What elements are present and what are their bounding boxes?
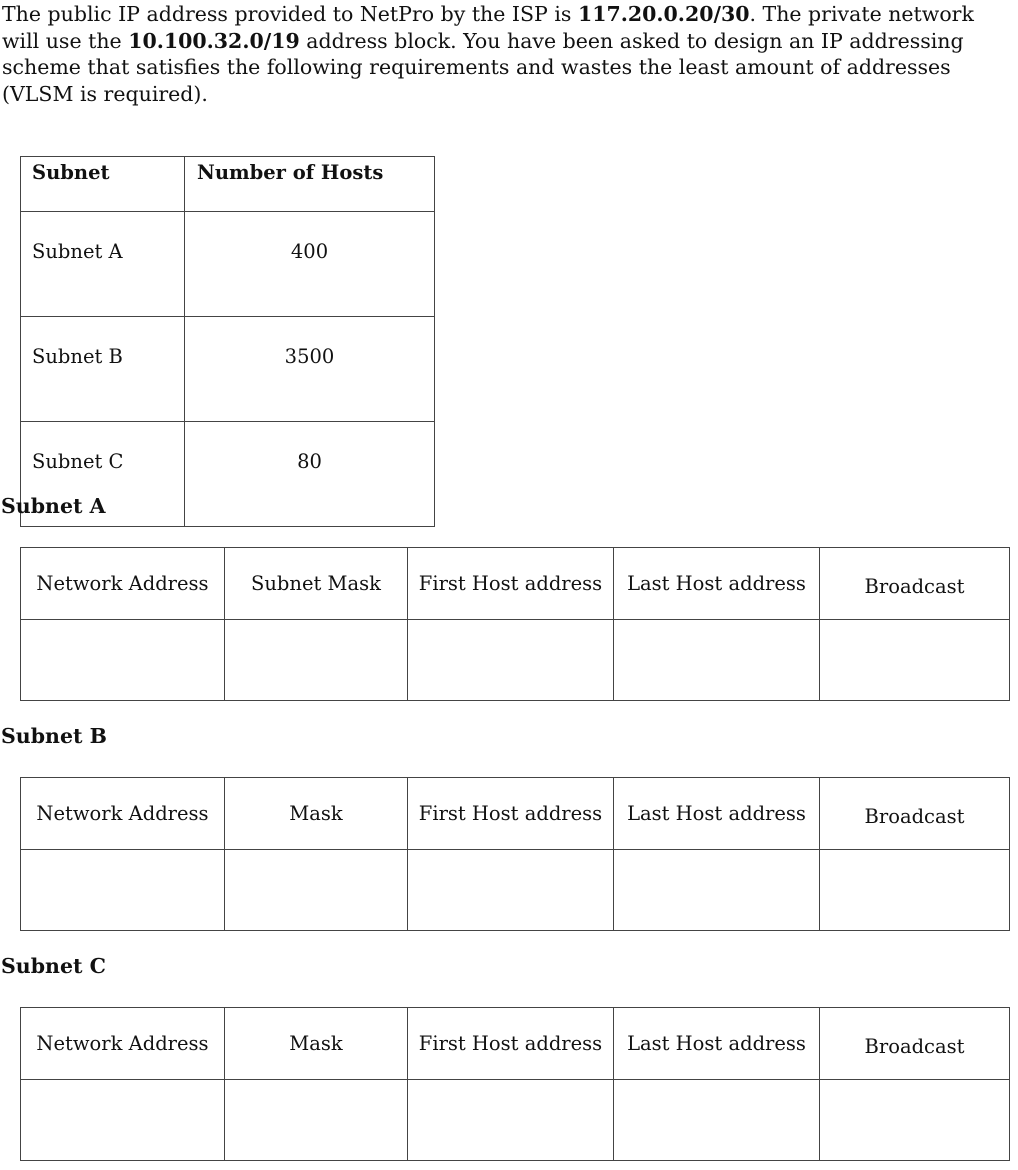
broadcast-cell[interactable] [820, 1080, 1010, 1161]
header-first-host: First Host address [408, 778, 614, 850]
header-broadcast: Broadcast [820, 778, 1010, 850]
subnet-b-header-row [21, 778, 1010, 850]
mask-cell[interactable] [225, 850, 408, 931]
last-host-cell[interactable] [614, 1080, 820, 1161]
subnet-c-header-row [21, 1008, 1010, 1080]
header-first-host: First Host address [408, 1008, 614, 1080]
header-network-address: Network Address [21, 1008, 225, 1080]
subnet-c-title: Subnet C [1, 954, 106, 978]
mask-cell[interactable] [225, 1080, 408, 1161]
network-address-cell[interactable] [21, 620, 225, 701]
header-broadcast: Broadcast [820, 1008, 1010, 1080]
header-first-host: First Host address [408, 548, 614, 620]
header-number-of-hosts: Number of Hosts [185, 157, 435, 212]
intro-text-2: . The private network will use the [2, 2, 974, 53]
intro-text-1: The public IP address provided to NetPro by the ISP is [2, 2, 578, 26]
header-subnet: Subnet [21, 157, 185, 212]
host-count: 400 [185, 212, 435, 317]
network-address-cell[interactable] [21, 850, 225, 931]
subnet-name: Subnet B [21, 317, 185, 422]
first-host-cell[interactable] [408, 620, 614, 701]
intro-text-3: address block. You have been asked to design an IP addressing scheme that satisfies the following requirements and wastes the least amount of addresses (VLSM is required). [2, 28, 964, 106]
subnet-b-answer-row [21, 850, 1010, 931]
first-host-cell[interactable] [408, 850, 614, 931]
subnet-mask-cell[interactable] [225, 620, 408, 701]
header-last-host: Last Host address [614, 548, 820, 620]
network-address-cell[interactable] [21, 1080, 225, 1161]
last-host-cell[interactable] [614, 850, 820, 931]
subnet-name: Subnet A [21, 212, 185, 317]
header-last-host: Last Host address [614, 778, 820, 850]
header-mask: Mask [225, 1008, 408, 1080]
table-row [21, 212, 435, 317]
subnet-name: Subnet C [21, 422, 185, 527]
host-count: 3500 [185, 317, 435, 422]
private-block: 10.100.32.0/19 [128, 28, 300, 53]
header-last-host: Last Host address [614, 1008, 820, 1080]
subnet-a-table [20, 547, 1010, 701]
requirements-header-row [21, 157, 435, 212]
subnet-c-table [20, 1007, 1010, 1161]
header-network-address: Network Address [21, 778, 225, 850]
subnet-b-table [20, 777, 1010, 931]
first-host-cell[interactable] [408, 1080, 614, 1161]
problem-statement [2, 1, 1002, 107]
subnet-b-title: Subnet B [1, 724, 107, 748]
header-mask: Mask [225, 778, 408, 850]
subnet-c-answer-row [21, 1080, 1010, 1161]
broadcast-cell[interactable] [820, 850, 1010, 931]
public-ip: 117.20.0.20/30 [577, 2, 750, 26]
broadcast-cell[interactable] [820, 620, 1010, 701]
subnet-a-answer-row [21, 620, 1010, 701]
header-subnet-mask: Subnet Mask [225, 548, 408, 620]
subnet-a-header-row [21, 548, 1010, 620]
last-host-cell[interactable] [614, 620, 820, 701]
subnet-a-title: Subnet A [1, 494, 106, 518]
requirements-table [20, 156, 435, 527]
table-row [21, 317, 435, 422]
header-network-address: Network Address [21, 548, 225, 620]
host-count: 80 [185, 422, 435, 527]
header-broadcast: Broadcast [820, 548, 1010, 620]
